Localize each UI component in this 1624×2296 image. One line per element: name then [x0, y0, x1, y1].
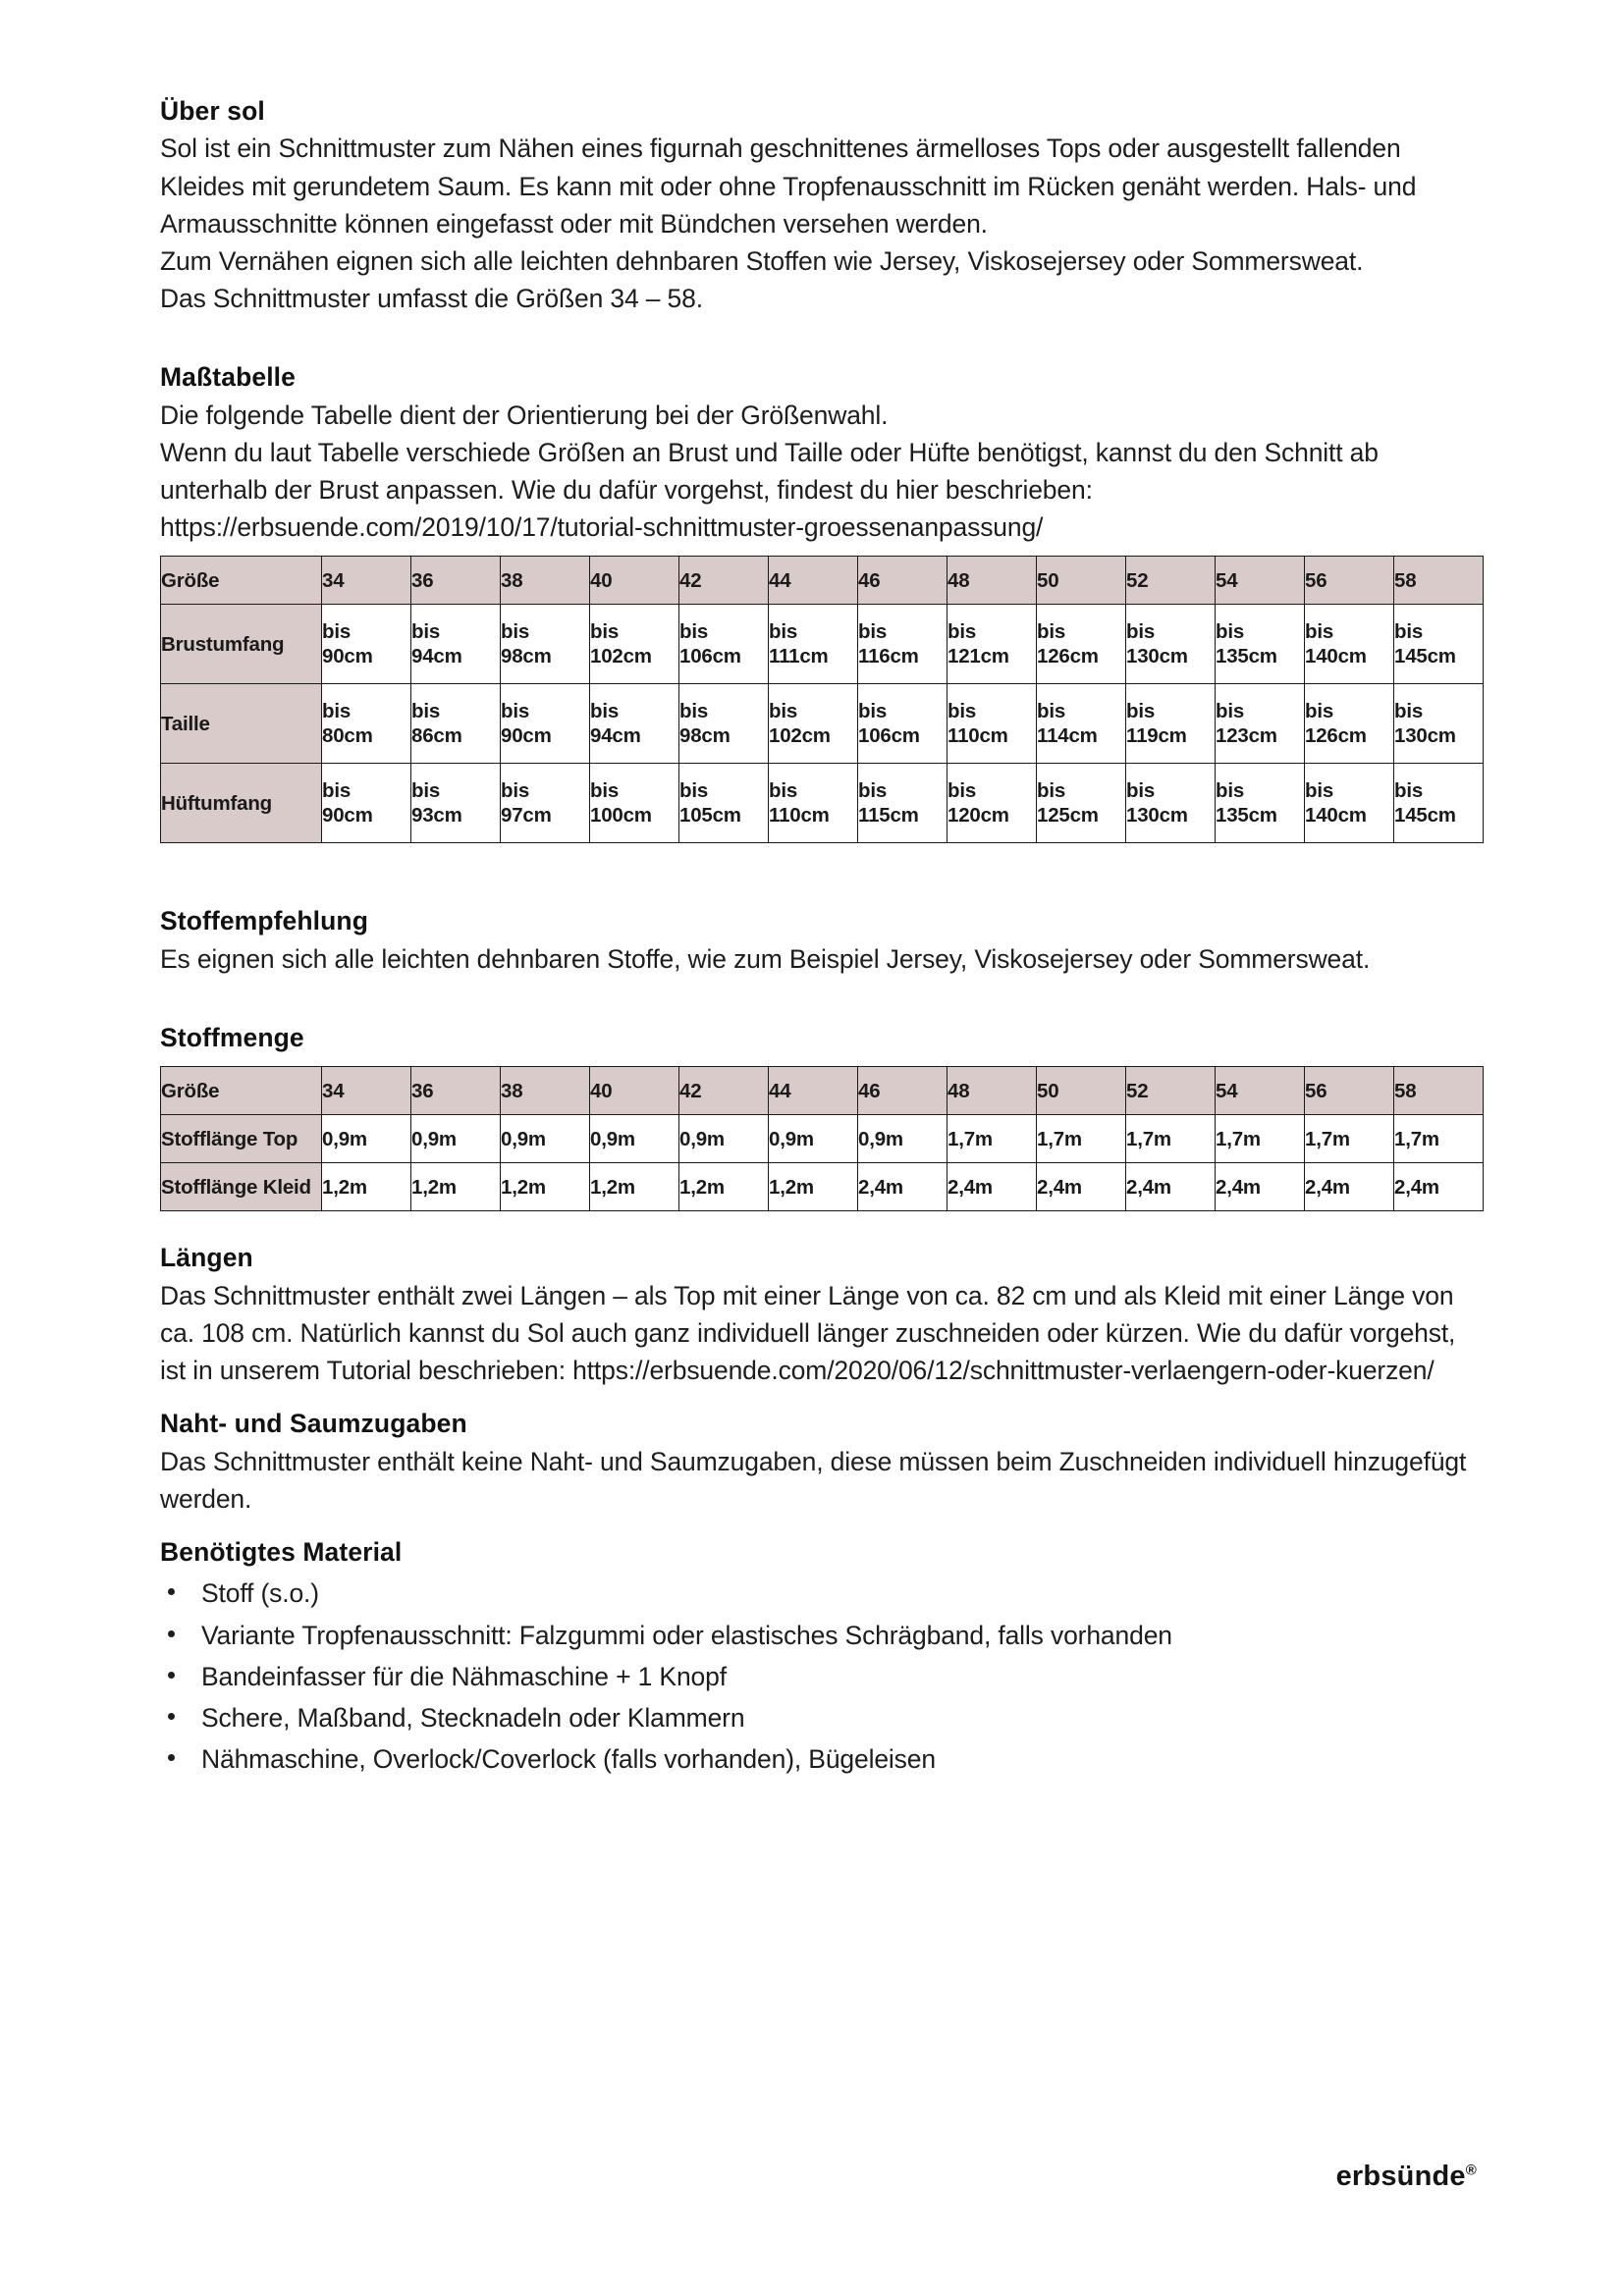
cell-prefix: bis: [1305, 620, 1334, 644]
table-cell: 1,7m: [1126, 1115, 1216, 1163]
cell-value: 105cm: [679, 804, 741, 828]
row-label: Stofflänge Kleid: [161, 1163, 322, 1211]
table-row: [161, 605, 1484, 684]
cell-value: 90cm: [322, 804, 373, 828]
table-cell: [1126, 764, 1216, 843]
table-cell: 2,4m: [947, 1163, 1037, 1211]
cell-value: 106cm: [679, 645, 741, 668]
cell-value: 80cm: [322, 724, 373, 748]
cell-value: 97cm: [501, 804, 552, 828]
cell-value: 130cm: [1126, 645, 1188, 668]
cell-value: 90cm: [322, 645, 373, 668]
about-paragraph-3: Das Schnittmuster umfasst die Größen 34 – 58.: [160, 284, 703, 314]
cell-prefix: bis: [1037, 700, 1066, 723]
cell-value: 126cm: [1305, 724, 1367, 748]
cell-value: 123cm: [1216, 724, 1277, 748]
measurement-table: [160, 556, 1484, 843]
cell-prefix: bis: [1216, 779, 1245, 803]
spacer: [160, 843, 1476, 886]
spacer: [160, 1056, 1476, 1066]
table-cell: 2,4m: [1394, 1163, 1484, 1211]
cell-prefix: bis: [322, 620, 352, 644]
measurement-size-header: 36: [411, 557, 501, 605]
table-cell: 2,4m: [1305, 1163, 1394, 1211]
table-cell: [947, 605, 1037, 684]
table-cell: 0,9m: [322, 1115, 411, 1163]
cell-prefix: bis: [679, 779, 709, 803]
about-heading-prefix: Über: [160, 96, 228, 126]
cell-prefix: bis: [947, 700, 977, 723]
cell-prefix: bis: [769, 700, 798, 723]
spacer: [160, 886, 1476, 904]
measurement-size-header: 52: [1126, 557, 1216, 605]
fabric-amount-table: [160, 1066, 1484, 1211]
table-cell: [1394, 684, 1484, 764]
list-item: [160, 1617, 1476, 1654]
table-row: [161, 1163, 1484, 1211]
cell-prefix: bis: [1305, 700, 1334, 723]
table-cell: 1,2m: [679, 1163, 769, 1211]
table-cell: [1037, 605, 1126, 684]
measurement-heading: Maßtabelle: [160, 362, 296, 393]
cell-prefix: bis: [679, 700, 709, 723]
table-cell: [679, 764, 769, 843]
table-cell: [411, 764, 501, 843]
table-cell: [590, 605, 679, 684]
bullet-icon: [168, 1630, 175, 1637]
lengths-paragraph: Das Schnittmuster enthält zwei Längen – als Top mit einer Länge von ca. 82 cm und als Kleid mit einer Länge von ca. 108 cm. Natürlich kannst du Sol auch ganz individuell länger zuschneiden oder kürzen. Wie du dafür vorgehst, ist in unserem Tutorial beschrieben: https://erbsuende.com/2020/06/12/schnittmuster-verlaengern-oder-kuerzen/: [160, 1280, 1456, 1386]
cell-prefix: bis: [590, 620, 620, 644]
brand-logo: [1336, 2161, 1477, 2193]
list-item-label: Stoff (s.o.): [201, 1578, 319, 1609]
list-item-label: Nähmaschine, Overlock/Coverlock (falls vorhanden), Bügeleisen: [201, 1744, 936, 1775]
table-cell: [947, 684, 1037, 764]
row-label: Taille: [161, 684, 322, 764]
table-cell: [858, 684, 947, 764]
table-cell: 2,4m: [858, 1163, 947, 1211]
table-header-row: [161, 557, 1484, 605]
table-cell: [590, 684, 679, 764]
table-cell: 1,2m: [590, 1163, 679, 1211]
table-cell: 1,7m: [1394, 1115, 1484, 1163]
materials-list: [160, 1575, 1476, 1778]
cell-prefix: bis: [590, 779, 620, 803]
cell-prefix: bis: [1394, 779, 1424, 803]
table-cell: [769, 605, 858, 684]
cell-value: 93cm: [411, 804, 462, 828]
fabric-size-header: 44: [769, 1067, 858, 1115]
cell-value: 115cm: [858, 804, 919, 828]
table-cell: [1037, 684, 1126, 764]
table-cell: [322, 605, 411, 684]
cell-value: 100cm: [590, 804, 652, 828]
table-cell: 0,9m: [769, 1115, 858, 1163]
table-cell: [1305, 684, 1394, 764]
table-cell: 1,7m: [1037, 1115, 1126, 1163]
measurement-size-header: 54: [1216, 557, 1305, 605]
cell-value: 94cm: [590, 724, 641, 748]
bullet-icon: [168, 1713, 175, 1720]
cell-value: 120cm: [947, 804, 1009, 828]
table-cell: 1,2m: [769, 1163, 858, 1211]
fabric-size-header: 58: [1394, 1067, 1484, 1115]
cell-prefix: bis: [679, 620, 709, 644]
table-cell: [1394, 605, 1484, 684]
cell-value: 114cm: [1037, 724, 1098, 748]
cell-prefix: bis: [858, 779, 888, 803]
cell-value: 102cm: [590, 645, 652, 668]
cell-prefix: bis: [1394, 700, 1424, 723]
table-cell: 0,9m: [411, 1115, 501, 1163]
row-label: Hüftumfang: [161, 764, 322, 843]
cell-value: 86cm: [411, 724, 462, 748]
table-cell: [411, 605, 501, 684]
table-row: [161, 684, 1484, 764]
fabric-size-header: 36: [411, 1067, 501, 1115]
bullet-icon: [168, 1588, 175, 1595]
table-cell: [590, 764, 679, 843]
fabric-size-header: 54: [1216, 1067, 1305, 1115]
measurement-size-header: 38: [501, 557, 590, 605]
materials-heading: Benötigtes Material: [160, 1536, 403, 1567]
spacer: [160, 1518, 1476, 1535]
table-cell: [1216, 605, 1305, 684]
table-header-row: [161, 1067, 1484, 1115]
measurement-size-header: 46: [858, 557, 947, 605]
table-cell: 0,9m: [590, 1115, 679, 1163]
fabric-size-header: 40: [590, 1067, 679, 1115]
table-cell: [501, 605, 590, 684]
table-row: [161, 764, 1484, 843]
table-cell: [411, 684, 501, 764]
table-cell: 0,9m: [679, 1115, 769, 1163]
table-cell: [947, 764, 1037, 843]
bullet-icon: [168, 1672, 175, 1679]
cell-prefix: bis: [322, 779, 352, 803]
table-cell: 1,7m: [947, 1115, 1037, 1163]
cell-value: 145cm: [1394, 645, 1456, 668]
table-cell: [1216, 684, 1305, 764]
table-cell: [1126, 684, 1216, 764]
cell-value: 125cm: [1037, 804, 1099, 828]
document-content: [160, 94, 1476, 1782]
cell-value: 116cm: [858, 645, 919, 668]
cell-prefix: bis: [769, 779, 798, 803]
fabric-size-header: 56: [1305, 1067, 1394, 1115]
fabric-size-header: 46: [858, 1067, 947, 1115]
table-cell: [1394, 764, 1484, 843]
table-cell: 2,4m: [1126, 1163, 1216, 1211]
table-cell: [322, 764, 411, 843]
table-cell: [679, 684, 769, 764]
table-cell: [1305, 605, 1394, 684]
measurement-table-header: [161, 557, 1484, 605]
cell-prefix: bis: [1126, 779, 1156, 803]
cell-prefix: bis: [947, 620, 977, 644]
cell-prefix: bis: [947, 779, 977, 803]
spacer: [160, 317, 1476, 360]
cell-prefix: bis: [411, 620, 441, 644]
cell-prefix: bis: [1037, 779, 1066, 803]
cell-prefix: bis: [322, 700, 352, 723]
table-cell: [858, 605, 947, 684]
cell-prefix: bis: [1126, 620, 1156, 644]
fabric-size-header: 50: [1037, 1067, 1126, 1115]
cell-value: 126cm: [1037, 645, 1099, 668]
table-cell: 1,2m: [411, 1163, 501, 1211]
cell-prefix: bis: [858, 700, 888, 723]
seam-allowance-heading: Naht- und Saumzugaben: [160, 1409, 467, 1439]
measurement-paragraph-1: Die folgende Tabelle dient der Orientierung bei der Größenwahl.: [160, 400, 889, 430]
lengths-heading: Längen: [160, 1243, 253, 1273]
cell-prefix: bis: [501, 700, 530, 723]
cell-value: 135cm: [1216, 645, 1277, 668]
cell-prefix: bis: [769, 620, 798, 644]
measurement-size-header: 48: [947, 557, 1037, 605]
table-cell: 1,7m: [1305, 1115, 1394, 1163]
seam-allowance-paragraph: Das Schnittmuster enthält keine Naht- und Saumzugaben, diese müssen beim Zuschneiden individuell hinzugefügt werden.: [160, 1446, 1467, 1514]
fabric-size-header: 34: [322, 1067, 411, 1115]
cell-prefix: bis: [1216, 700, 1245, 723]
cell-value: 140cm: [1305, 645, 1367, 668]
fabric-table-body: [161, 1115, 1484, 1211]
cell-value: 106cm: [858, 724, 920, 748]
fabric-recommendation-paragraph: Es eignen sich alle leichten dehnbaren Stoffe, wie zum Beispiel Jersey, Viskosejersey oder Sommersweat.: [160, 943, 1371, 974]
cell-value: 130cm: [1126, 804, 1188, 828]
bullet-icon: [168, 1754, 175, 1761]
cell-value: 90cm: [501, 724, 552, 748]
cell-prefix: bis: [1305, 779, 1334, 803]
registered-trademark-icon: ®: [1465, 2162, 1477, 2179]
list-item: [160, 1658, 1476, 1695]
list-item-label: Schere, Maßband, Stecknadeln oder Klammern: [201, 1702, 745, 1733]
fabric-corner-label: Größe: [161, 1067, 322, 1115]
cell-prefix: bis: [590, 700, 620, 723]
fabric-size-header: 48: [947, 1067, 1037, 1115]
cell-prefix: bis: [1126, 700, 1156, 723]
cell-value: 111cm: [769, 645, 829, 668]
table-cell: [501, 764, 590, 843]
cell-value: 135cm: [1216, 804, 1277, 828]
table-cell: 0,9m: [501, 1115, 590, 1163]
table-cell: 2,4m: [1216, 1163, 1305, 1211]
list-item: [160, 1575, 1476, 1612]
table-row: [161, 1115, 1484, 1163]
cell-value: 119cm: [1126, 724, 1187, 748]
about-paragraph-1: Sol ist ein Schnittmuster zum Nähen eines figurnah geschnittenes ärmelloses Tops oder ausgestellt fallenden Kleides mit gerundetem Saum. Es kann mit oder ohne Tropfenausschnitt im Rücken genäht werden. Hals- und Armausschnitte können eingefasst oder mit Bündchen versehen werden.: [160, 133, 1417, 239]
table-cell: [769, 764, 858, 843]
measurement-size-header: 44: [769, 557, 858, 605]
cell-value: 110cm: [947, 724, 1008, 748]
cell-prefix: bis: [411, 700, 441, 723]
cell-value: 140cm: [1305, 804, 1367, 828]
measurement-size-header: 34: [322, 557, 411, 605]
about-heading: [160, 94, 1476, 128]
list-item-label: Bandeinfasser für die Nähmaschine + 1 Knopf: [201, 1661, 727, 1691]
list-item: [160, 1740, 1476, 1778]
table-cell: [1037, 764, 1126, 843]
fabric-size-header: 42: [679, 1067, 769, 1115]
cell-prefix: bis: [1216, 620, 1245, 644]
measurement-size-header: 40: [590, 557, 679, 605]
fabric-table-header: [161, 1067, 1484, 1115]
table-cell: [769, 684, 858, 764]
fabric-size-header: 38: [501, 1067, 590, 1115]
cell-value: 98cm: [679, 724, 731, 748]
cell-value: 94cm: [411, 645, 462, 668]
fabric-size-header: 52: [1126, 1067, 1216, 1115]
about-heading-product: sol: [227, 96, 265, 126]
cell-value: 98cm: [501, 645, 552, 668]
row-label: Stofflänge Top: [161, 1115, 322, 1163]
spacer: [160, 1389, 1476, 1407]
table-cell: [679, 605, 769, 684]
measurement-corner-label: Größe: [161, 557, 322, 605]
list-item: [160, 1699, 1476, 1736]
cell-value: 130cm: [1394, 724, 1456, 748]
cell-prefix: bis: [858, 620, 888, 644]
table-cell: 1,2m: [322, 1163, 411, 1211]
cell-value: 110cm: [769, 804, 830, 828]
table-cell: [322, 684, 411, 764]
table-cell: [501, 684, 590, 764]
list-item-label: Variante Tropfenausschnitt: Falzgummi oder elastisches Schrägband, falls vorhanden: [201, 1620, 1172, 1650]
cell-value: 102cm: [769, 724, 831, 748]
cell-value: 121cm: [947, 645, 1009, 668]
table-cell: [1216, 764, 1305, 843]
measurement-size-header: 56: [1305, 557, 1394, 605]
table-cell: [858, 764, 947, 843]
measurement-size-header: 50: [1037, 557, 1126, 605]
table-cell: [1305, 764, 1394, 843]
cell-value: 145cm: [1394, 804, 1456, 828]
brand-logo-text: erbsünde: [1335, 2161, 1466, 2192]
table-cell: 0,9m: [858, 1115, 947, 1163]
cell-prefix: bis: [1394, 620, 1424, 644]
table-cell: 1,2m: [501, 1163, 590, 1211]
row-label: Brustumfang: [161, 605, 322, 684]
measurement-size-header: 42: [679, 557, 769, 605]
fabric-amount-heading: Stoffmenge: [160, 1022, 304, 1052]
measurement-size-header: 58: [1394, 557, 1484, 605]
cell-prefix: bis: [501, 779, 530, 803]
table-cell: [1126, 605, 1216, 684]
cell-prefix: bis: [501, 620, 530, 644]
fabric-recommendation-heading: Stoffempfehlung: [160, 906, 368, 936]
spacer: [160, 1211, 1476, 1241]
table-cell: 1,7m: [1216, 1115, 1305, 1163]
measurement-table-body: [161, 605, 1484, 843]
cell-prefix: bis: [1037, 620, 1066, 644]
spacer: [160, 546, 1476, 556]
table-cell: 2,4m: [1037, 1163, 1126, 1211]
spacer: [160, 978, 1476, 1021]
about-paragraph-2: Zum Vernähen eignen sich alle leichten dehnbaren Stoffen wie Jersey, Viskosejersey oder Sommersweat.: [160, 245, 1364, 276]
cell-prefix: bis: [411, 779, 441, 803]
measurement-paragraph-2: Wenn du laut Tabelle verschiede Größen an Brust und Taille oder Hüfte benötigst, kannst du den Schnitt ab unterhalb der Brust anpassen. Wie du dafür vorgehst, findest du hier beschrieben: https://erbsuende.com/2019/10/17/tutorial-schnittmuster-groessenanpassung/: [160, 437, 1379, 543]
